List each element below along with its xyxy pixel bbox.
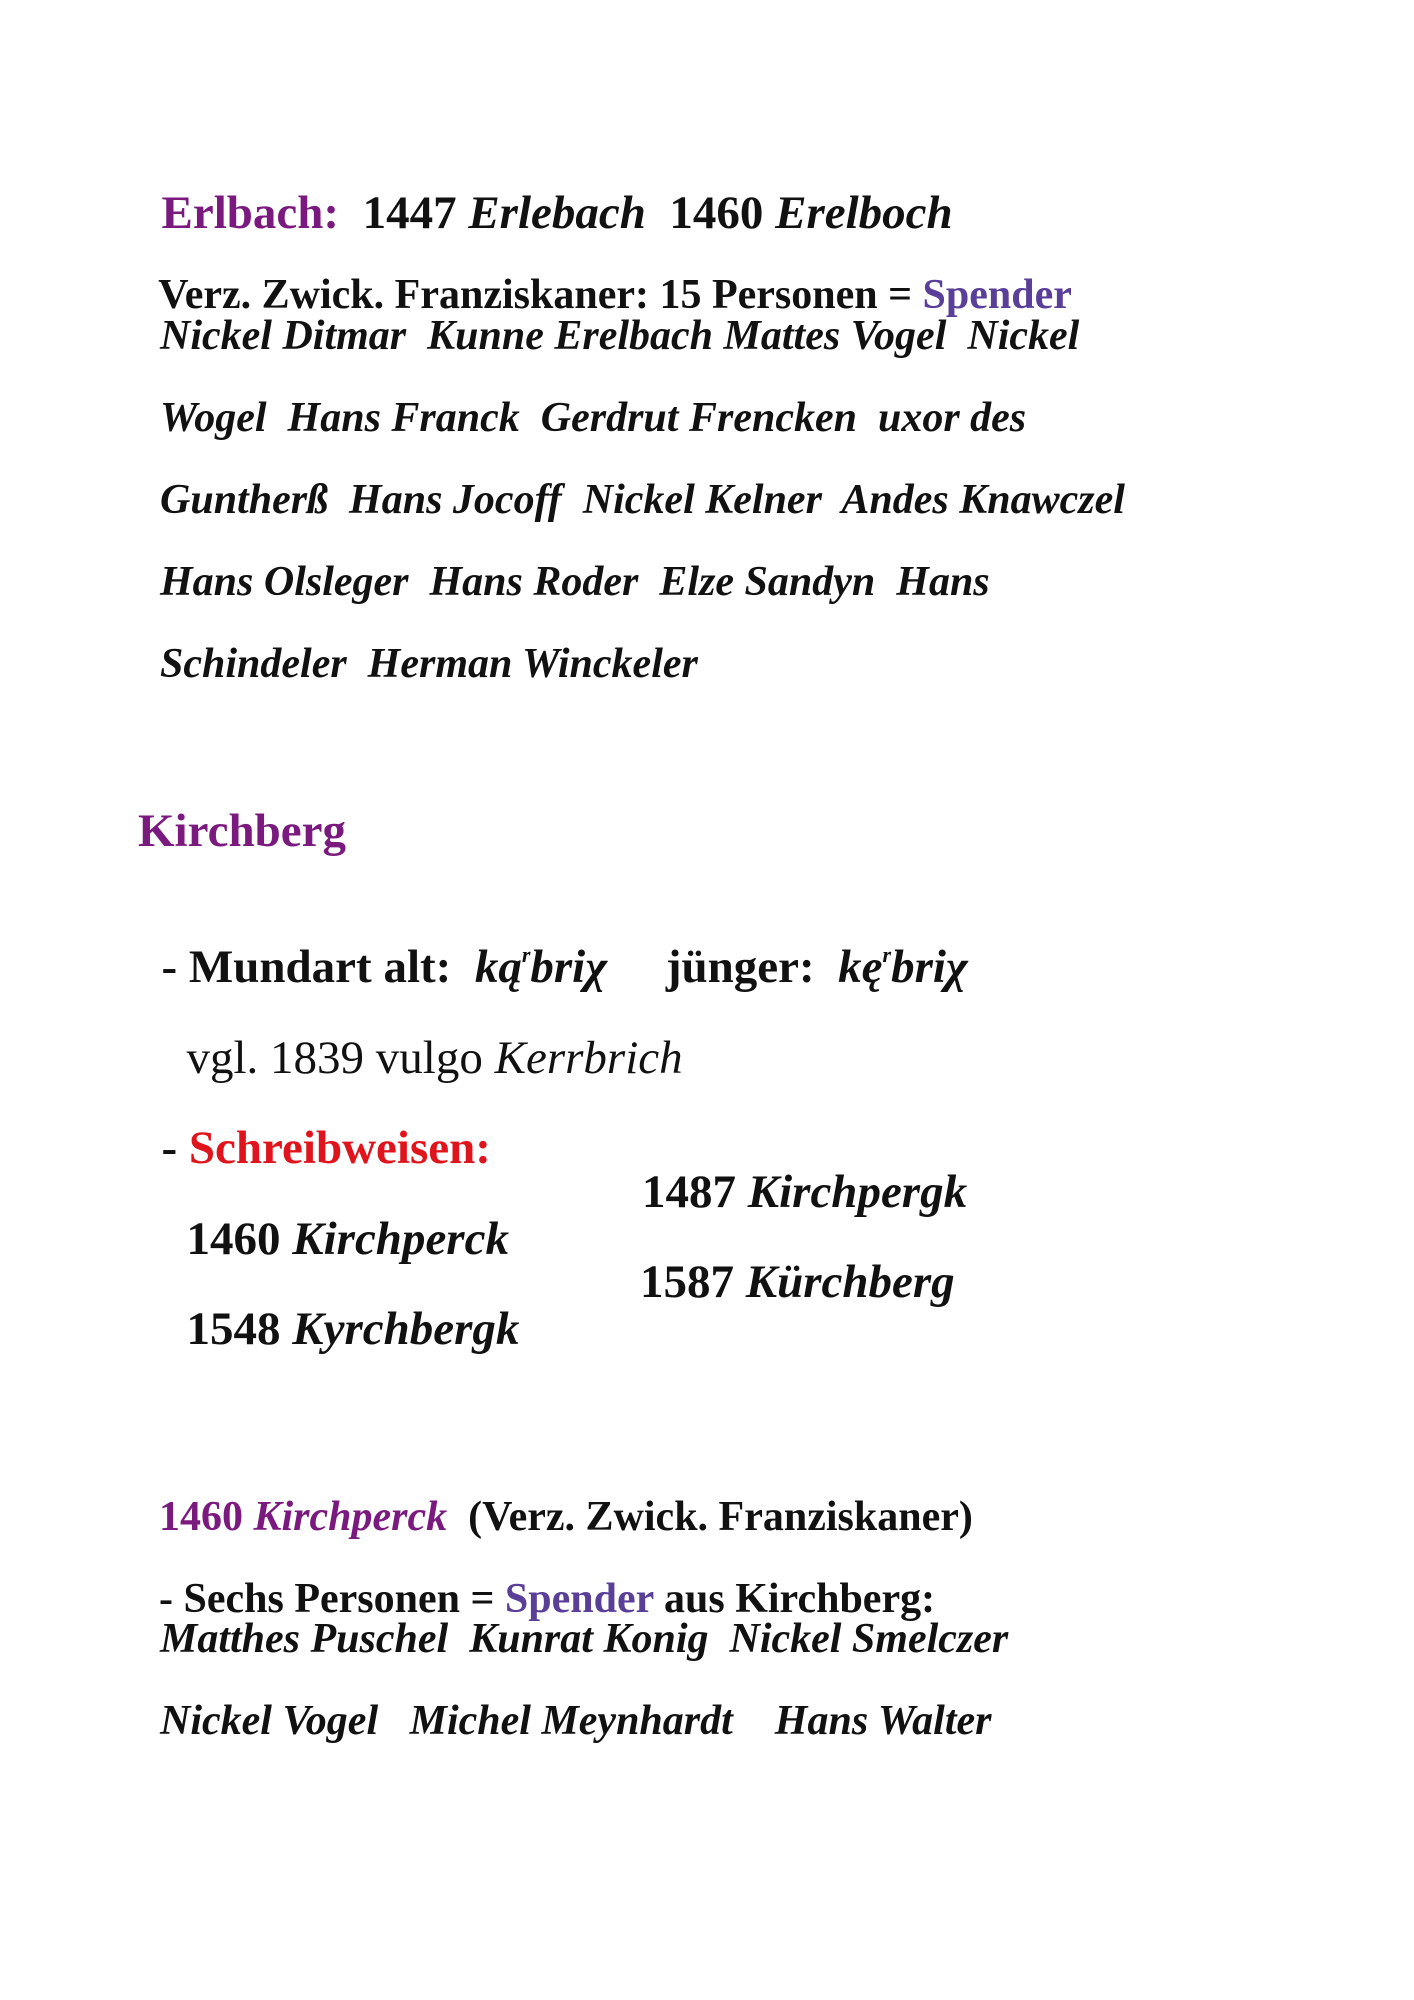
mundart-dash: - [161,941,189,993]
schreibweisen-line [138,1078,491,1172]
erlbach-form-1: Erlebach [468,187,646,239]
mundart-jung-form: $kę^rbri\chi$ [838,941,968,993]
name-list-line: Schindeler Herman Winckeler [160,641,698,687]
section3-persons-line [138,1536,935,1620]
spelling-form: Kürchberg [745,1256,955,1308]
spelling-year: 1548 [186,1303,281,1355]
erlbach-source-line [138,232,1072,316]
spelling-row [163,1256,1263,1400]
erlbach-heading [138,143,953,237]
name-list-line: Guntherß Hans Jocoff Nickel Kelner Andes Knawczel [160,477,1125,523]
spelling-form: Kyrchbergk [292,1303,520,1355]
schreib-dash: - [161,1122,189,1174]
section3-source: (Verz. Zwick. Franziskaner) [447,1494,973,1540]
spelling-year: 1460 [186,1213,281,1265]
mundart-alt-form: $ką^rbri\chi$ [474,941,608,993]
section3-heading [138,1454,973,1538]
name-list-line: Nickel Vogel Michel Meynhardt Hans Walter [160,1698,992,1744]
erlbach-title: Erlbach: [161,187,340,239]
name-list-line: Wogel Hans Franck Gerdrut Frencken uxor des [160,395,1027,441]
spelling-year: 1487 [642,1166,736,1218]
section3-form: Kirchperck [253,1494,448,1540]
name-list-line: Hans Olsleger Hans Roder Elze Sandyn Hans [160,559,990,605]
mundart-jung-label: jünger: [665,941,839,993]
kirchberg-title: Kirchberg [138,805,346,857]
schreibweisen-label: Schreibweisen: [188,1122,491,1174]
section3-year: 1460 [159,1494,243,1540]
mundart-alt-label: Mundart alt: [188,941,475,993]
erlbach-year-1: 1447 [362,187,457,239]
name-list-line: Nickel Ditmar Kunne Erelbach Mattes Vogel Nickel [160,313,1080,359]
mundart-line [138,897,968,991]
name-list-line: Matthes Puschel Kunrat Konig Nickel Smelczer [160,1616,1009,1662]
persons-prefix: - Sechs Personen = [159,1576,505,1622]
erlbach-year-2: 1460 [669,187,764,239]
spender-label: Spender [504,1576,654,1622]
source-text: Verz. Zwick. Franziskaner: 15 Personen = [158,272,923,318]
erlbach-form-2: Erelboch [775,187,953,239]
vgl-line [163,988,683,1082]
vgl-form: Kerrbrich [494,1032,683,1084]
vgl-text: vgl. 1839 vulgo [186,1032,495,1084]
spelling-form: Kirchperck [292,1213,509,1265]
spender-label: Spender [922,272,1072,318]
spelling-form: Kirchpergk [747,1166,968,1218]
persons-suffix: aus Kirchberg: [653,1576,936,1622]
spelling-year: 1587 [640,1256,734,1308]
